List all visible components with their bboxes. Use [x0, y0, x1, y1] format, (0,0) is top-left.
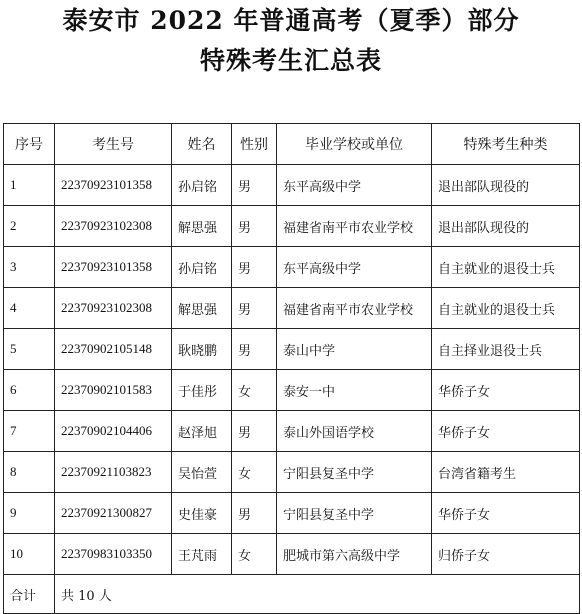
cell-name: 史佳豪: [172, 493, 232, 534]
cell-gender: 男: [232, 247, 277, 288]
cell-exam-id: 22370902101583: [55, 370, 172, 411]
cell-gender: 男: [232, 493, 277, 534]
cell-gender: 女: [232, 534, 277, 575]
cell-index: 3: [4, 247, 55, 288]
cell-exam-id: 22370923101358: [55, 247, 172, 288]
table-row: [4, 329, 580, 370]
table-row: [4, 534, 580, 575]
cell-exam-id: 22370902105148: [55, 329, 172, 370]
cell-school: 东平高级中学: [277, 247, 432, 288]
total-value: 共 10 人: [55, 575, 580, 614]
header-name: 姓名: [172, 124, 232, 165]
header-exam-id: 考生号: [55, 124, 172, 165]
cell-exam-id: 22370923101358: [55, 165, 172, 206]
cell-name: 王芃雨: [172, 534, 232, 575]
cell-name: 孙启铭: [172, 247, 232, 288]
table-row: [4, 370, 580, 411]
cell-name: 于佳彤: [172, 370, 232, 411]
table-row: [4, 206, 580, 247]
cell-name: 耿晓鹏: [172, 329, 232, 370]
table-row: [4, 493, 580, 534]
cell-type: 退出部队现役的: [432, 165, 580, 206]
cell-school: 宁阳县复圣中学: [277, 452, 432, 493]
cell-index: 2: [4, 206, 55, 247]
cell-exam-id: 22370921103823: [55, 452, 172, 493]
cell-school: 泰山外国语学校: [277, 411, 432, 452]
cell-index: 8: [4, 452, 55, 493]
table-row: [4, 165, 580, 206]
cell-school: 泰安一中: [277, 370, 432, 411]
cell-type: 华侨子女: [432, 493, 580, 534]
cell-exam-id: 22370923102308: [55, 288, 172, 329]
header-gender: 性别: [232, 124, 277, 165]
header-school: 毕业学校或单位: [277, 124, 432, 165]
cell-type: 自主就业的退役士兵: [432, 247, 580, 288]
cell-type: 华侨子女: [432, 370, 580, 411]
cell-school: 东平高级中学: [277, 165, 432, 206]
cell-exam-id: 22370921300827: [55, 493, 172, 534]
cell-index: 4: [4, 288, 55, 329]
cell-type: 华侨子女: [432, 411, 580, 452]
cell-type: 自主择业退役士兵: [432, 329, 580, 370]
cell-type: 归侨子女: [432, 534, 580, 575]
cell-gender: 男: [232, 329, 277, 370]
table-row: [4, 411, 580, 452]
cell-name: 孙启铭: [172, 165, 232, 206]
cell-gender: 男: [232, 206, 277, 247]
document-title-line1: 泰安市 2022 年普通高考（夏季）部分: [62, 6, 520, 35]
cell-gender: 男: [232, 288, 277, 329]
cell-gender: 女: [232, 370, 277, 411]
table-row: [4, 288, 580, 329]
cell-gender: 女: [232, 452, 277, 493]
cell-index: 9: [4, 493, 55, 534]
cell-name: 赵泽旭: [172, 411, 232, 452]
cell-school: 泰山中学: [277, 329, 432, 370]
header-type: 特殊考生种类: [432, 124, 580, 165]
cell-school: 福建省南平市农业学校: [277, 206, 432, 247]
special-students-table: [3, 123, 580, 614]
cell-gender: 男: [232, 411, 277, 452]
cell-name: 吴怡萱: [172, 452, 232, 493]
document-title-line2: 特殊考生汇总表: [199, 46, 382, 75]
table-row: [4, 247, 580, 288]
table-header-row: [4, 124, 580, 165]
cell-school: 福建省南平市农业学校: [277, 288, 432, 329]
cell-exam-id: 22370983103350: [55, 534, 172, 575]
cell-gender: 男: [232, 165, 277, 206]
cell-name: 解思强: [172, 206, 232, 247]
cell-exam-id: 22370923102308: [55, 206, 172, 247]
cell-index: 1: [4, 165, 55, 206]
header-index: 序号: [4, 124, 55, 165]
table-row: [4, 452, 580, 493]
cell-index: 10: [4, 534, 55, 575]
cell-type: 台湾省籍考生: [432, 452, 580, 493]
cell-type: 自主就业的退役士兵: [432, 288, 580, 329]
cell-index: 5: [4, 329, 55, 370]
cell-name: 解思强: [172, 288, 232, 329]
cell-type: 退出部队现役的: [432, 206, 580, 247]
cell-school: 肥城市第六高级中学: [277, 534, 432, 575]
cell-exam-id: 22370902104406: [55, 411, 172, 452]
total-label: 合计: [4, 575, 55, 614]
cell-school: 宁阳县复圣中学: [277, 493, 432, 534]
cell-index: 7: [4, 411, 55, 452]
cell-index: 6: [4, 370, 55, 411]
total-row: [4, 575, 580, 614]
